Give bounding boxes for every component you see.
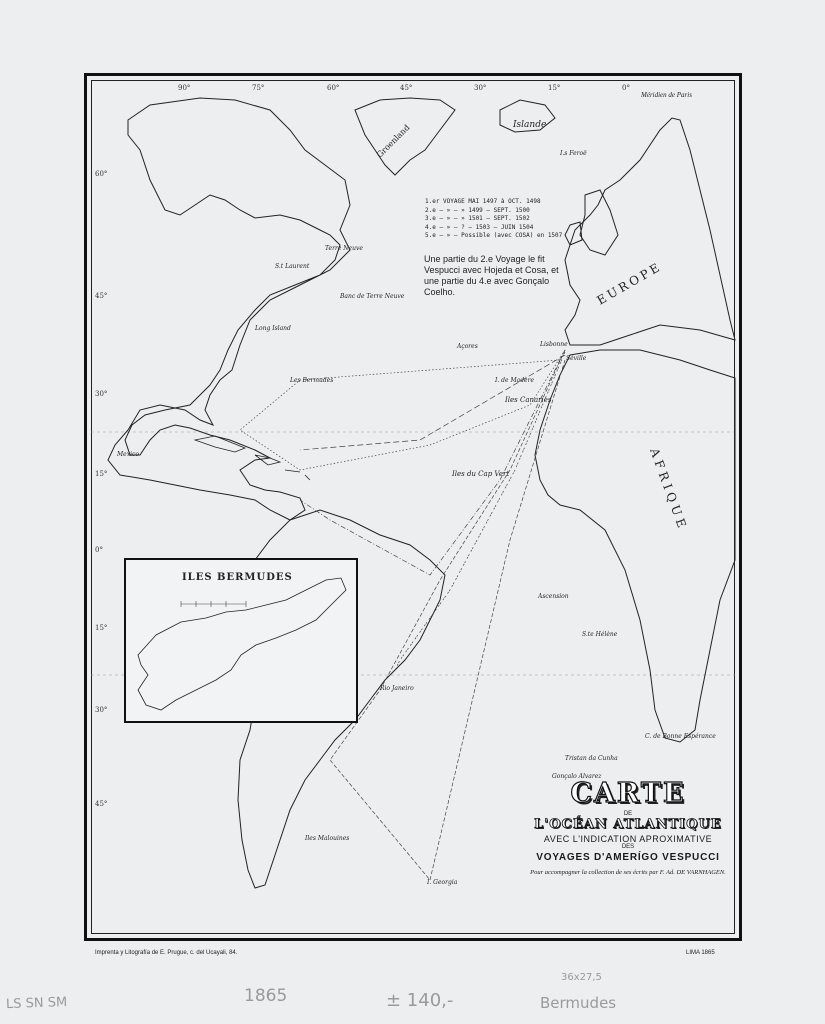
bermuda-coast	[138, 578, 346, 710]
title-cartouche	[508, 778, 748, 876]
legend-row-3: 3.e — » — » 1501 — SEPT. 1502	[425, 215, 530, 223]
lat-label-45n: 45°	[95, 292, 108, 300]
label-long-island: Long Island	[255, 325, 291, 332]
lon-label-0: 0°	[622, 84, 630, 92]
lon-label-45: 45°	[400, 84, 413, 92]
caribbean-islands	[195, 436, 310, 480]
lat-label-30s: 30°	[95, 706, 108, 714]
label-cap-vert: Iles du Cap Vert	[452, 470, 510, 478]
printer-imprint: Imprenta y Litografía de E. Prugue, c. del Ucayali, 84.	[95, 950, 238, 956]
lon-label-75: 75°	[252, 84, 265, 92]
bermuda-inset-title: ILES BERMUDES	[182, 572, 293, 583]
lat-label-60n: 60°	[95, 170, 108, 178]
lat-label-45s: 45°	[95, 800, 108, 808]
lon-label-30: 30°	[474, 84, 487, 92]
route-voyage-1	[240, 350, 565, 470]
label-malouines: Iles Malouines	[305, 835, 350, 842]
label-mexico: Mexico	[117, 451, 139, 458]
title-carte: CARTE	[570, 778, 686, 809]
africa-coast	[535, 350, 735, 742]
label-banc: Banc de Terre Neuve	[340, 293, 405, 300]
title-des: DES	[621, 844, 635, 850]
label-groenland: Groenland	[375, 122, 412, 160]
place-date: LIMA 1865	[686, 950, 715, 956]
north-america-coast	[108, 98, 350, 520]
lat-label-15s: 15°	[95, 624, 108, 632]
label-seville: Séville	[566, 355, 587, 362]
legend-row-4: 4.e — » — ? — 1503 — JUIN 1504	[425, 223, 534, 231]
label-acores: Açores	[457, 343, 478, 350]
europe-coast	[565, 118, 735, 345]
label-islande: Islande	[513, 120, 547, 130]
pencil-subject: Bermudes	[540, 994, 617, 1012]
meridian-label: Méridien de Paris	[641, 91, 692, 99]
legend-row-2: 2.e — » — » 1499 — SEPT. 1500	[425, 206, 530, 214]
lat-label-30n: 30°	[95, 390, 108, 398]
voyage-legend	[425, 198, 563, 241]
lon-label-15: 15°	[548, 84, 561, 92]
label-tristan: Tristan da Cunha	[565, 755, 618, 762]
lat-label-0: 0°	[95, 546, 103, 554]
pencil-year: 1865	[244, 986, 288, 1006]
voyage-note: Une partie du 2.e Voyage le fit Vespucci avec Hojeda et Cosa, et une partie du 4.e avec Gonçalo Coelho.	[424, 254, 559, 297]
british-isles	[565, 190, 618, 255]
label-ascension: Ascension	[538, 593, 569, 600]
bermuda-scale-bar	[181, 601, 246, 607]
label-afrique: AFRIQUE	[647, 446, 691, 534]
legend-row-1: 1.er VOYAGE MAI 1497 à OCT. 1498	[425, 198, 541, 205]
label-lisbonne: Lisbonne	[540, 341, 568, 348]
lat-label-15n: 15°	[95, 470, 108, 478]
label-terre-neuve: Terre Neuve	[325, 245, 363, 252]
label-feroe: I.s Feroë	[560, 150, 587, 157]
label-georgia: I. Georgia	[427, 879, 458, 886]
lon-label-60: 60°	[327, 84, 340, 92]
label-europe: EUROPE	[594, 259, 665, 308]
pencil-size: 36x27,5	[561, 972, 602, 983]
lon-label-90: 90°	[178, 84, 191, 92]
label-bermudes: Les Bermudes	[290, 377, 334, 384]
bermuda-inset-map	[126, 560, 358, 723]
title-ocean: L'OCÉAN ATLANTIQUE	[534, 817, 722, 832]
label-goncalo: Gonçalo Alvarez	[552, 773, 602, 780]
title-avec: AVEC L'INDICATION APROXIMATIVE	[543, 834, 713, 844]
label-madere: I. de Madère	[495, 377, 535, 384]
greenland-coast	[355, 98, 455, 175]
label-ste-helene: S.te Hélène	[582, 631, 618, 638]
pencil-ref: LS SN SM	[5, 994, 68, 1013]
label-canaries: Iles Canaries	[505, 396, 552, 404]
title-voyages: VOYAGES D'AMERÍGO VESPUCCI	[536, 852, 720, 863]
place-labels	[116, 120, 716, 886]
title-de: DE	[623, 811, 633, 817]
label-st-laurent: S.t Laurent	[275, 263, 310, 270]
legend-row-5: 5.e — » — Possible (avec COSA) en 1507	[425, 232, 563, 240]
title-attribution: Pour accompagner la collection de ses écrits par F. Ad. DE VARNHAGEN.	[530, 869, 726, 876]
pencil-price: ± 140,-	[386, 990, 454, 1011]
label-bonne-esperance: C. de Bonne Espérance	[645, 733, 716, 740]
label-rio: Rio Janeiro	[380, 685, 414, 692]
